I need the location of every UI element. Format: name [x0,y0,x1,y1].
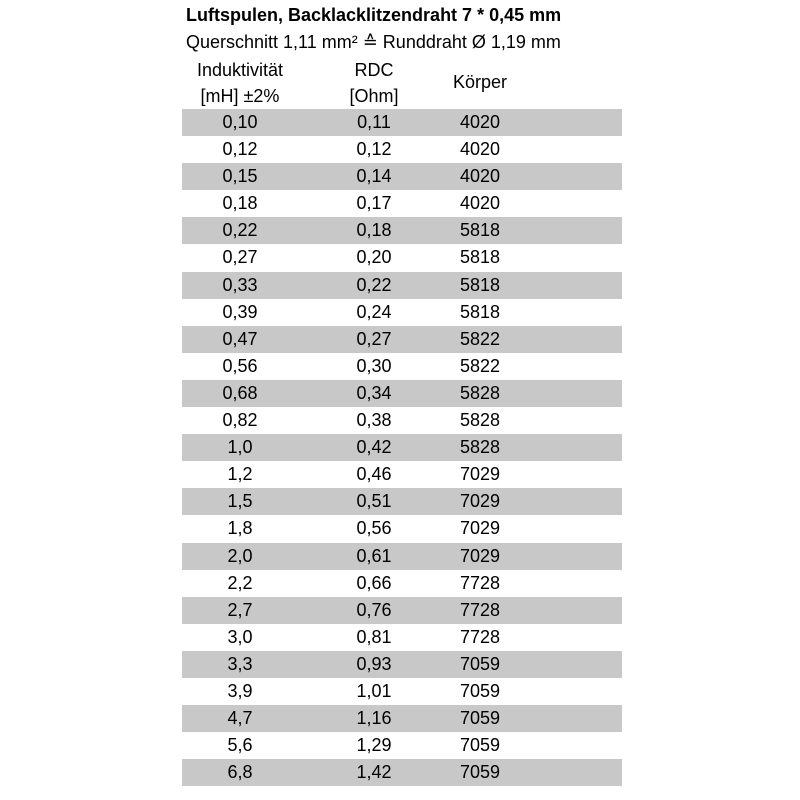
inductance-cell: 0,10 [222,112,258,132]
table-row [182,515,622,542]
rdc-cell: 0,66 [356,572,392,593]
inductance-cell: 0,33 [222,274,258,295]
rdc-cell: 1,01 [356,680,392,701]
body-cell: 7059 [459,735,501,756]
body-cell: 4020 [459,193,501,214]
inductance-cell: 0,56 [222,355,258,376]
coil-table [182,109,622,786]
inductance-cell: 2,0 [227,545,253,566]
table-row [182,272,622,299]
inductance-cell: 3,3 [227,653,253,674]
inductance-cell: 2,2 [227,572,253,593]
table-row [182,705,622,732]
header-inductance [180,57,300,109]
inductance-cell: 1,8 [227,518,253,539]
rdc-cell: 0,34 [356,382,392,403]
inductance-cell: 0,82 [222,410,258,431]
rdc-cell: 0,42 [356,437,392,458]
body-cell: 7029 [459,491,501,512]
rdc-cell: 0,81 [356,626,392,647]
body-cell: 4020 [459,166,501,187]
rdc-cell: 0,12 [356,139,392,160]
inductance-cell: 0,18 [222,193,258,214]
table-row [182,190,622,217]
inductance-cell: 0,12 [222,139,258,160]
rdc-cell: 1,16 [356,708,392,729]
rdc-cell: 0,24 [356,301,392,322]
table-row [182,109,622,136]
rdc-cell: 0,61 [356,545,392,566]
body-cell: 7059 [459,708,501,729]
header-inductance-line1: Induktivität [196,60,284,80]
rdc-cell: 0,56 [356,518,392,539]
table-row [182,597,622,624]
table-row [182,732,622,759]
body-cell: 7059 [459,653,501,674]
rdc-cell: 0,27 [356,328,392,349]
table-row [182,353,622,380]
inductance-cell: 0,39 [222,301,258,322]
rdc-cell: 0,93 [356,653,392,674]
body-cell: 7728 [459,626,501,647]
inductance-cell: 1,5 [227,491,253,512]
table-row [182,461,622,488]
table-row [182,651,622,678]
table-row [182,543,622,570]
header-inductance-line2: [mH] ±2% [200,86,280,106]
table-row [182,380,622,407]
body-cell: 5822 [459,328,501,349]
body-cell: 7059 [459,762,501,783]
rdc-cell: 0,76 [356,599,392,620]
table-row [182,299,622,326]
document-title: Luftspulen, Backlacklitzendraht 7 * 0,45 mm [186,5,562,25]
table-row [182,407,622,434]
body-cell: 4020 [459,139,501,160]
table-row [182,434,622,461]
inductance-cell: 4,7 [227,708,253,729]
table-row [182,570,622,597]
inductance-cell: 0,68 [222,382,258,403]
body-cell: 7059 [459,680,501,701]
body-cell: 7029 [459,545,501,566]
rdc-cell: 0,51 [356,491,392,512]
table-row [182,217,622,244]
table-row [182,244,622,271]
body-cell: 5818 [459,301,501,322]
body-cell: 4020 [459,112,501,132]
rdc-cell: 0,30 [356,355,392,376]
inductance-cell: 1,2 [227,464,253,485]
body-cell: 5828 [459,382,501,403]
rdc-cell: 0,17 [356,193,392,214]
document-subtitle: Querschnitt 1,11 mm² ≙ Runddraht Ø 1,19 mm [186,32,561,52]
inductance-cell: 2,7 [227,599,253,620]
rdc-cell: 0,18 [356,220,392,241]
header-body: Körper [452,72,508,92]
body-cell: 7029 [459,518,501,539]
rdc-cell: 0,14 [356,166,392,187]
inductance-cell: 5,6 [227,735,253,756]
inductance-cell: 3,0 [227,626,253,647]
inductance-cell: 0,22 [222,220,258,241]
rdc-cell: 0,11 [357,112,391,132]
rdc-cell: 0,20 [356,247,392,268]
table-row [182,163,622,190]
body-cell: 7728 [459,599,501,620]
table-row [182,488,622,515]
body-cell: 5828 [459,437,501,458]
body-cell: 5818 [459,220,501,241]
inductance-cell: 0,27 [222,247,258,268]
body-cell: 5828 [459,410,501,431]
body-cell: 7728 [459,572,501,593]
header-rdc-line1: RDC [354,60,394,80]
inductance-cell: 0,15 [222,166,258,187]
header-rdc [314,57,434,109]
body-cell: 5818 [459,274,501,295]
table-row [182,678,622,705]
rdc-cell: 1,29 [356,735,392,756]
rdc-cell: 0,22 [356,274,392,295]
table-row [182,136,622,163]
table-row [182,326,622,353]
inductance-cell: 6,8 [227,762,253,783]
body-cell: 7029 [459,464,501,485]
inductance-cell: 3,9 [227,680,253,701]
inductance-cell: 1,0 [227,437,253,458]
body-cell: 5818 [459,247,501,268]
rdc-cell: 0,38 [356,410,392,431]
table-row [182,624,622,651]
rdc-cell: 0,46 [356,464,392,485]
body-cell: 5822 [459,355,501,376]
inductance-cell: 0,47 [222,328,258,349]
table-row [182,759,622,786]
header-rdc-line2: [Ohm] [349,86,399,106]
rdc-cell: 1,42 [356,762,392,783]
